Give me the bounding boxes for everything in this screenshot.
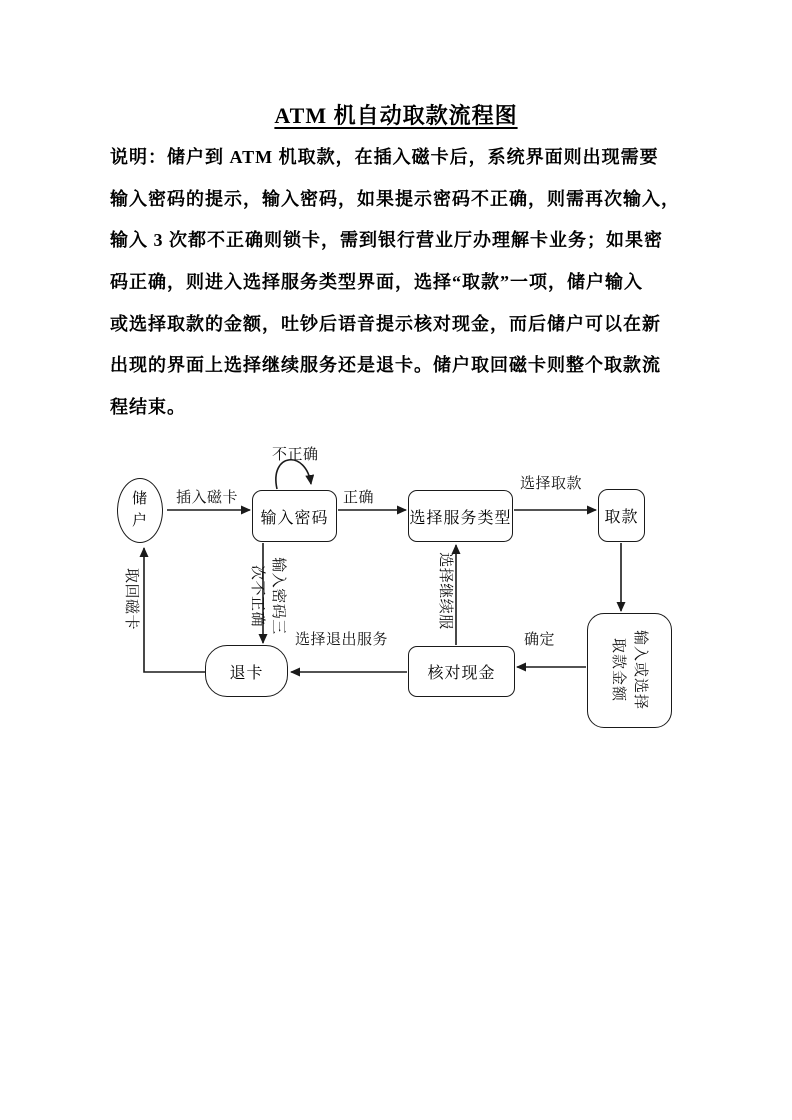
paragraph-line: 或选择取款的金额，吐钞后语音提示核对现金，而后储户可以在新 xyxy=(110,313,661,334)
node-withdraw xyxy=(598,489,645,542)
label-password-wrong-three xyxy=(246,551,288,641)
paragraph-line: 输入密码的提示，输入密码，如果提示密码不正确，则需再次输入， xyxy=(110,188,680,209)
node-depositor xyxy=(117,478,163,543)
node-enter-amount-label-line1: 输入或选择 xyxy=(632,629,648,710)
page-title xyxy=(0,99,792,130)
node-eject-card-label: 退卡 xyxy=(229,664,264,682)
label-incorrect: 不正确 xyxy=(272,447,319,463)
label-insert-card: 插入磁卡 xyxy=(176,490,239,506)
paragraph-line: 程结束。 xyxy=(110,397,186,418)
node-depositor-label: 储户 xyxy=(131,490,148,529)
label-confirm: 确定 xyxy=(524,632,556,648)
label-exit-service: 选择退出服务 xyxy=(295,632,389,648)
paragraph-line: 说明：储户到 ATM 机取款，在插入磁卡后，系统界面则出现需要 xyxy=(110,147,659,167)
node-eject-card xyxy=(205,645,288,697)
description-paragraph xyxy=(110,137,694,429)
label-continue-service: 选择继续服 xyxy=(437,552,454,630)
paragraph-line: 输入 3 次都不正确则锁卡，需到银行营业厅办理解卡业务；如果密 xyxy=(110,230,663,251)
node-enter-amount-label xyxy=(607,622,651,718)
label-password-wrong-line1: 输入密码三 xyxy=(270,557,286,635)
node-select-service-type xyxy=(408,490,513,542)
page-title-text: ATM 机自动取款流程图 xyxy=(274,103,518,128)
edge-incorrect-selfloop xyxy=(276,460,311,489)
node-verify-cash xyxy=(408,646,515,697)
edge-retrieve-card xyxy=(144,548,205,672)
label-select-withdrawal: 选择取款 xyxy=(520,476,583,492)
node-withdraw-label: 取款 xyxy=(604,509,639,526)
node-enter-password xyxy=(252,490,337,542)
node-verify-cash-label: 核对现金 xyxy=(427,665,496,682)
label-password-wrong-line2: 次不正确 xyxy=(249,564,265,627)
node-select-service-type-label: 选择服务类型 xyxy=(409,509,512,527)
node-enter-amount-label-line2: 取款金额 xyxy=(610,637,626,702)
label-correct: 正确 xyxy=(343,490,375,506)
label-retrieve-card: 取回磁卡 xyxy=(123,567,140,630)
node-enter-password-label: 输入密码 xyxy=(260,509,329,527)
paragraph-line: 码正确，则进入选择服务类型界面，选择“取款”一项，储户输入 xyxy=(110,272,643,293)
paragraph-line: 出现的界面上选择继续服务还是退卡。储户取回磁卡则整个取款流 xyxy=(110,355,661,376)
